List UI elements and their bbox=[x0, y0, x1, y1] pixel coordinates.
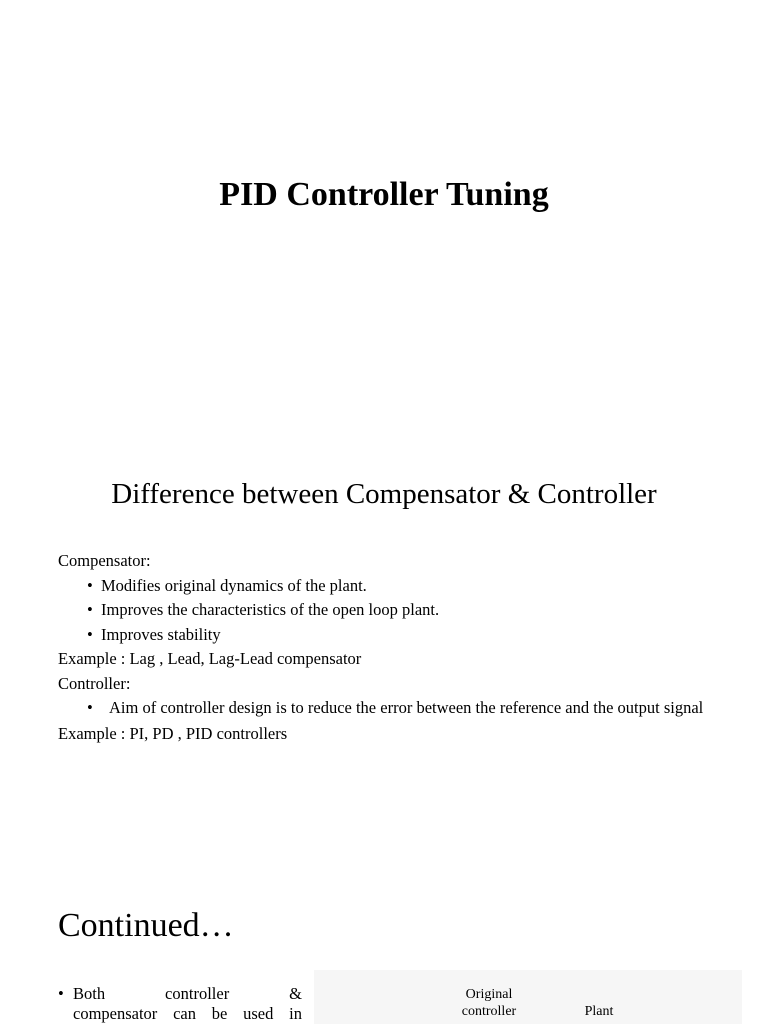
controller-example: Example : PI, PD , PID controllers bbox=[58, 724, 288, 743]
bullet-line: • Both controller & bbox=[58, 984, 302, 1004]
controller-point: • Aim of controller design is to reduce the error between the reference and the output signal bbox=[58, 698, 718, 718]
block-diagram bbox=[314, 970, 742, 1024]
original-controller-label: Original controller bbox=[461, 987, 517, 1019]
bullet-line: compensator can be used in bbox=[73, 1004, 302, 1023]
slide-difference bbox=[0, 420, 768, 860]
controller-heading: Controller: bbox=[58, 673, 131, 693]
slide-body bbox=[58, 984, 302, 1024]
plant-label: Plant bbox=[584, 1004, 614, 1019]
compensator-point: • Improves the characteristics of the open loop plant. bbox=[58, 600, 718, 625]
slide-title bbox=[0, 0, 768, 420]
compensator-point: • Modifies original dynamics of the plant. bbox=[58, 576, 718, 601]
slide-body bbox=[58, 551, 718, 749]
compensator-example: Example : Lag , Lead, Lag-Lead compensator bbox=[58, 649, 362, 668]
compensator-point: • Improves stability bbox=[58, 625, 718, 650]
compensator-heading: Compensator: bbox=[58, 551, 151, 570]
page-title: PID Controller Tuning bbox=[219, 176, 549, 213]
slide-heading: Difference between Compensator & Controller bbox=[111, 478, 657, 510]
slide-heading: Continued… bbox=[58, 907, 234, 944]
slide-continued bbox=[0, 860, 768, 1024]
